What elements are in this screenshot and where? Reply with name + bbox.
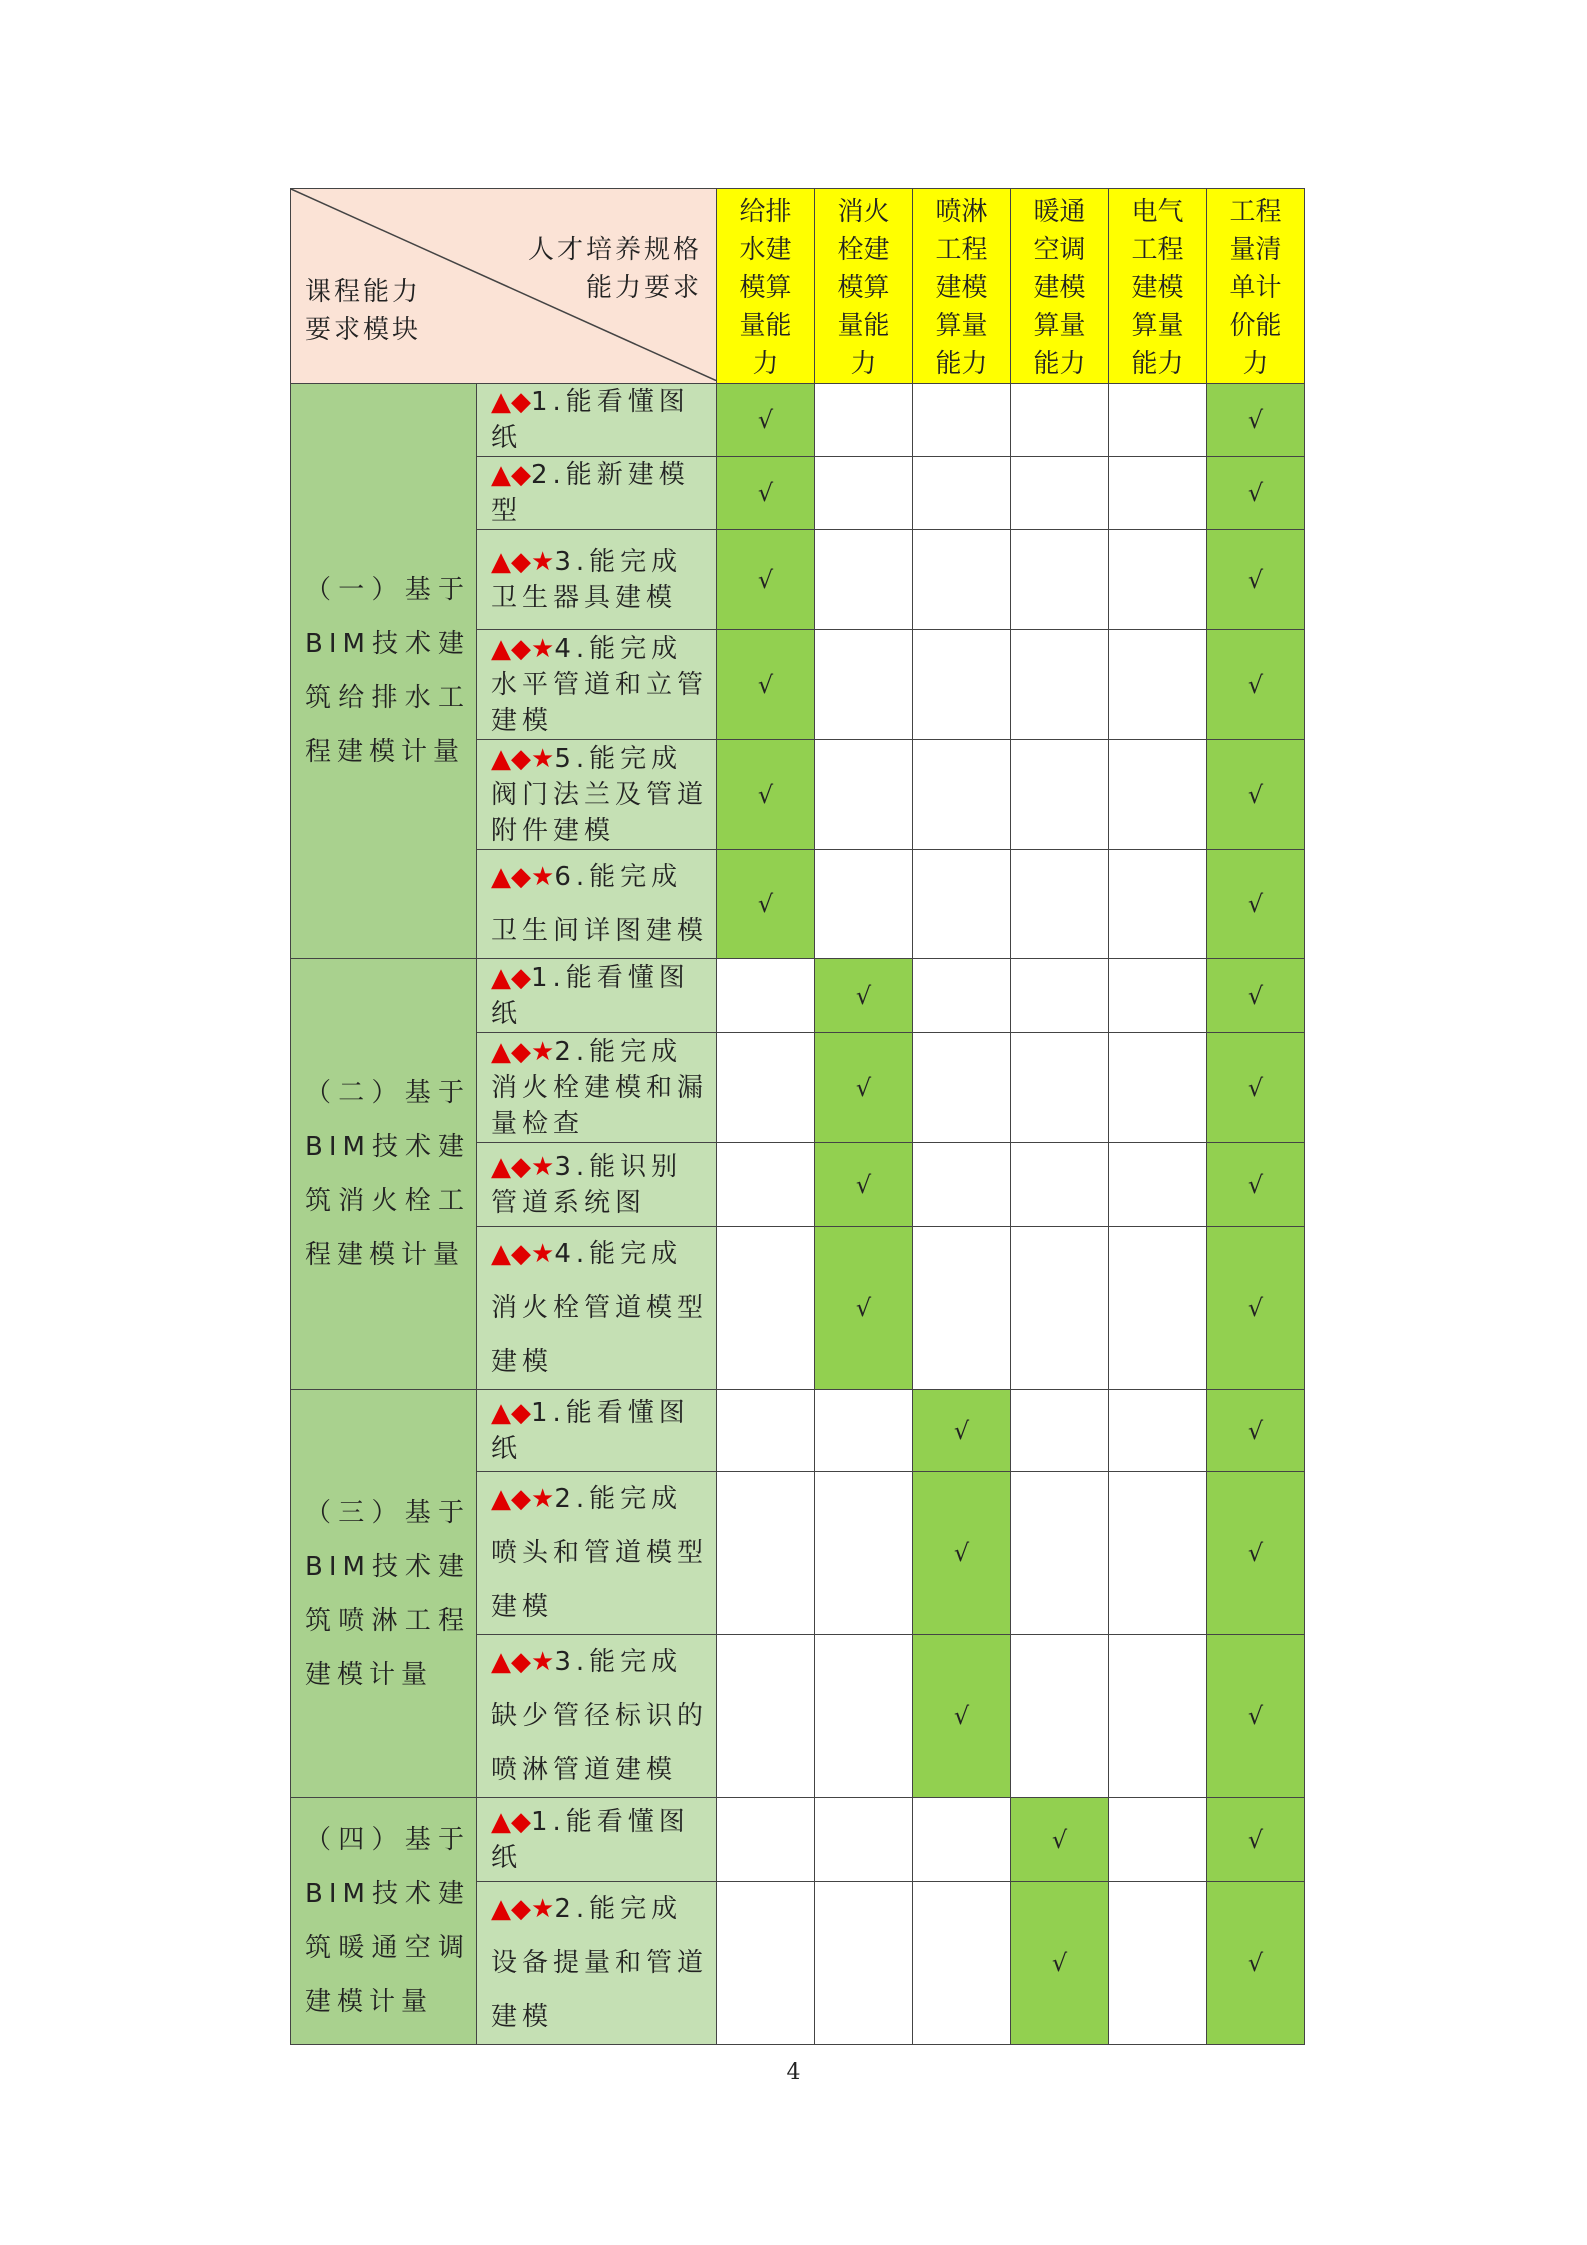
symbol-group: [491, 634, 554, 664]
symbol-group: [491, 387, 531, 417]
triangle-icon: ▲: [491, 962, 511, 993]
symbol-group: [491, 460, 531, 490]
skill-header-line: 电气: [1131, 197, 1184, 227]
module-label-cell: [291, 1390, 477, 1798]
star-icon: ★: [531, 1151, 555, 1182]
skill-header-line: 价能: [1229, 311, 1282, 341]
check-cell: [1109, 1798, 1207, 1882]
check-cell: [1011, 1882, 1109, 2045]
check-cell: [1109, 457, 1207, 530]
check-cell: [717, 1227, 815, 1390]
skill-header-line: 空调: [1033, 235, 1086, 265]
ability-cell: [477, 740, 717, 850]
triangle-icon: ▲: [491, 387, 511, 417]
triangle-icon: ▲: [491, 1239, 511, 1269]
diamond-icon: ◆: [511, 1239, 531, 1269]
check-icon: √: [953, 1702, 970, 1730]
check-icon: √: [1247, 1949, 1264, 1977]
triangle-icon: ▲: [491, 743, 511, 774]
check-cell: [1109, 630, 1207, 740]
ability-cell: [477, 959, 717, 1033]
check-cell: [815, 1635, 913, 1798]
check-cell: [717, 1390, 815, 1472]
table-row: [291, 959, 1305, 1033]
check-cell: [1011, 1143, 1109, 1227]
check-cell: [717, 530, 815, 630]
check-cell: [1011, 1390, 1109, 1472]
module-label: （一）基于BIM技术建筑给排水工程建模计量: [305, 575, 470, 767]
star-icon: ★: [531, 1036, 555, 1067]
corner-top-line: 人才培养规格: [527, 235, 702, 265]
skill-header-line: 算量: [1131, 311, 1184, 341]
module-label: （二）基于BIM技术建筑消火栓工程建模计量: [305, 1078, 470, 1270]
ability-cell: [477, 384, 717, 457]
triangle-icon: ▲: [491, 1647, 511, 1677]
check-cell: [913, 457, 1011, 530]
star-icon: ★: [531, 862, 555, 892]
skill-header-line: 暖通: [1033, 197, 1086, 227]
diamond-icon: ◆: [511, 460, 531, 490]
check-cell: [815, 630, 913, 740]
check-cell: [1011, 384, 1109, 457]
skill-header-3: [913, 189, 1011, 384]
check-cell: [1207, 530, 1305, 630]
check-cell: [913, 1033, 1011, 1143]
check-icon: √: [1247, 1294, 1264, 1322]
triangle-icon: ▲: [491, 460, 511, 490]
symbol-group: [491, 1152, 554, 1182]
corner-top-label: [528, 231, 702, 307]
check-cell: [913, 959, 1011, 1033]
star-icon: ★: [531, 1239, 555, 1269]
check-cell: [1207, 1472, 1305, 1635]
table-row: [291, 1390, 1305, 1472]
check-cell: [1109, 1635, 1207, 1798]
check-cell: [717, 1882, 815, 2045]
ability-text: 2.能完成消火栓建模和漏量检查: [491, 1036, 709, 1139]
check-icon: √: [1051, 1825, 1068, 1854]
ability-cell: [477, 1798, 717, 1882]
check-cell: [1011, 1472, 1109, 1635]
diamond-icon: ◆: [511, 1151, 531, 1182]
check-cell: [1109, 1390, 1207, 1472]
star-icon: ★: [531, 1894, 555, 1924]
skill-header-line: 力: [752, 349, 779, 379]
ability-text: 2.能完成设备提量和管道建模: [491, 1894, 709, 2032]
check-icon: √: [1247, 780, 1264, 809]
check-cell: [1011, 740, 1109, 850]
check-icon: √: [855, 981, 872, 1010]
check-cell: [717, 850, 815, 959]
triangle-icon: ▲: [491, 862, 511, 892]
skill-header-line: 喷淋: [935, 197, 988, 227]
check-cell: [1011, 630, 1109, 740]
table-row: [291, 1798, 1305, 1882]
diamond-icon: ◆: [511, 387, 531, 417]
skill-header-line: 模算: [739, 273, 792, 303]
check-icon: √: [757, 670, 774, 699]
check-cell: [717, 740, 815, 850]
check-cell: [1207, 1798, 1305, 1882]
skill-header-line: 建模: [935, 273, 988, 303]
check-icon: √: [1051, 1949, 1068, 1977]
check-cell: [1011, 530, 1109, 630]
check-cell: [1109, 850, 1207, 959]
check-cell: [717, 1798, 815, 1882]
check-cell: [1109, 959, 1207, 1033]
check-cell: [913, 530, 1011, 630]
check-cell: [913, 850, 1011, 959]
check-cell: [1109, 1033, 1207, 1143]
ability-text: 1.能看懂图纸: [491, 1806, 690, 1873]
ability-cell: [477, 1033, 717, 1143]
check-icon: √: [1247, 1416, 1264, 1445]
skill-header-line: 能力: [1033, 349, 1086, 379]
check-cell: [913, 630, 1011, 740]
module-label-cell: [291, 959, 477, 1390]
check-cell: [1207, 850, 1305, 959]
skill-header-line: 单计: [1229, 273, 1282, 303]
check-cell: [1011, 1227, 1109, 1390]
diamond-icon: ◆: [511, 1647, 531, 1677]
check-cell: [1011, 1635, 1109, 1798]
check-cell: [1207, 630, 1305, 740]
check-cell: [815, 1472, 913, 1635]
symbol-group: [491, 1484, 554, 1514]
diamond-icon: ◆: [511, 862, 531, 892]
symbol-group: [491, 547, 554, 577]
skill-header-line: 模算: [837, 273, 890, 303]
diamond-icon: ◆: [511, 1397, 531, 1428]
check-icon: √: [1247, 1539, 1264, 1567]
ability-text: 1.能看懂图纸: [491, 1397, 690, 1464]
module-label: （三）基于BIM技术建筑喷淋工程建模计量: [305, 1497, 470, 1690]
check-cell: [1011, 850, 1109, 959]
symbol-group: [491, 744, 554, 774]
check-icon: √: [855, 1170, 872, 1199]
ability-cell: [477, 1635, 717, 1798]
check-icon: √: [1247, 406, 1264, 434]
star-icon: ★: [531, 1484, 555, 1514]
check-cell: [1207, 384, 1305, 457]
ability-text: 5.能完成阀门法兰及管道附件建模: [491, 743, 709, 846]
check-cell: [1109, 530, 1207, 630]
check-cell: [1109, 1227, 1207, 1390]
triangle-icon: ▲: [491, 1806, 511, 1837]
check-icon: √: [757, 565, 774, 594]
check-icon: √: [1247, 1702, 1264, 1730]
check-cell: [815, 740, 913, 850]
triangle-icon: ▲: [491, 1484, 511, 1514]
check-cell: [1109, 1882, 1207, 2045]
check-cell: [1207, 457, 1305, 530]
check-icon: √: [855, 1294, 872, 1322]
triangle-icon: ▲: [491, 546, 511, 577]
check-icon: √: [1247, 1825, 1264, 1854]
check-cell: [1207, 740, 1305, 850]
skill-header-line: 工程: [935, 235, 988, 265]
table-body: [291, 189, 1305, 2045]
ability-text: 2.能新建模型: [491, 460, 690, 526]
diamond-icon: ◆: [511, 633, 531, 664]
module-label-cell: [291, 384, 477, 959]
skill-header-line: 量能: [739, 311, 792, 341]
symbol-group: [491, 1894, 554, 1924]
check-icon: √: [757, 780, 774, 809]
ability-cell: [477, 850, 717, 959]
check-icon: √: [1247, 1073, 1264, 1102]
diamond-icon: ◆: [511, 546, 531, 577]
corner-bottom-line: 课程能力: [305, 277, 422, 307]
check-cell: [913, 1390, 1011, 1472]
skill-header-line: 力: [850, 349, 877, 379]
check-cell: [815, 1798, 913, 1882]
check-cell: [815, 530, 913, 630]
symbol-group: [491, 1398, 531, 1428]
check-cell: [913, 1143, 1011, 1227]
check-cell: [717, 1143, 815, 1227]
ability-cell: [477, 1143, 717, 1227]
ability-cell: [477, 1227, 717, 1390]
check-cell: [717, 959, 815, 1033]
corner-bottom-label: [305, 273, 421, 349]
corner-top-line: 能力要求: [585, 273, 702, 303]
skill-header-1: [717, 189, 815, 384]
check-cell: [1207, 1635, 1305, 1798]
ability-text: 3.能完成卫生器具建模: [491, 546, 683, 613]
ability-text: 2.能完成喷头和管道模型建模: [491, 1484, 709, 1622]
triangle-icon: ▲: [491, 1397, 511, 1428]
check-cell: [1011, 457, 1109, 530]
ability-cell: [477, 457, 717, 530]
check-cell: [1109, 1143, 1207, 1227]
ability-text: 3.能识别管道系统图: [491, 1151, 683, 1218]
diamond-icon: ◆: [511, 1894, 531, 1924]
skill-header-4: [1011, 189, 1109, 384]
ability-cell: [477, 530, 717, 630]
ability-cell: [477, 1472, 717, 1635]
check-icon: √: [953, 1416, 970, 1445]
check-cell: [1207, 1033, 1305, 1143]
symbol-group: [491, 1807, 531, 1837]
ability-text: 1.能看懂图纸: [491, 387, 690, 453]
ability-cell: [477, 1390, 717, 1472]
header-row: [291, 189, 1305, 384]
check-icon: √: [1247, 565, 1264, 594]
check-cell: [913, 1635, 1011, 1798]
check-cell: [913, 384, 1011, 457]
check-icon: √: [1247, 981, 1264, 1010]
check-cell: [1207, 1227, 1305, 1390]
check-icon: √: [855, 1073, 872, 1102]
diamond-icon: ◆: [511, 743, 531, 774]
check-cell: [815, 1882, 913, 2045]
table-row: [291, 384, 1305, 457]
skill-header-line: 算量: [1033, 311, 1086, 341]
skill-header-line: 栓建: [837, 235, 890, 265]
check-cell: [913, 1882, 1011, 2045]
check-cell: [913, 1798, 1011, 1882]
symbol-group: [491, 1647, 554, 1677]
skill-header-line: 工程: [1131, 235, 1184, 265]
skill-header-line: 消火: [837, 197, 890, 227]
module-label: （四）基于BIM技术建筑暖通空调建模计量: [305, 1825, 470, 2017]
check-cell: [913, 1227, 1011, 1390]
ability-text: 1.能看懂图纸: [491, 962, 690, 1029]
check-cell: [1207, 959, 1305, 1033]
capability-matrix-table: [290, 188, 1305, 2045]
check-cell: [815, 1227, 913, 1390]
triangle-icon: ▲: [491, 1036, 511, 1067]
skill-header-line: 建模: [1131, 273, 1184, 303]
skill-header-line: 能力: [1131, 349, 1184, 379]
triangle-icon: ▲: [491, 1151, 511, 1182]
star-icon: ★: [531, 1647, 555, 1677]
check-icon: √: [1247, 1170, 1264, 1199]
corner-bottom-line: 要求模块: [305, 315, 422, 345]
check-icon: √: [1247, 670, 1264, 699]
corner-header-cell: [291, 189, 717, 384]
skill-header-line: 算量: [935, 311, 988, 341]
check-cell: [815, 959, 913, 1033]
check-cell: [1109, 1472, 1207, 1635]
symbol-group: [491, 862, 554, 892]
check-cell: [913, 1472, 1011, 1635]
ability-text: 4.能完成消火栓管道模型建模: [491, 1239, 709, 1377]
diamond-icon: ◆: [511, 1036, 531, 1067]
ability-text: 4.能完成水平管道和立管建模: [491, 633, 709, 736]
check-cell: [1207, 1143, 1305, 1227]
check-cell: [717, 1472, 815, 1635]
check-cell: [1109, 384, 1207, 457]
check-icon: √: [1247, 890, 1264, 918]
ability-cell: [477, 630, 717, 740]
check-cell: [815, 384, 913, 457]
diamond-icon: ◆: [511, 1484, 531, 1514]
skill-header-line: 给排: [739, 197, 792, 227]
module-label-cell: [291, 1798, 477, 2045]
skill-header-5: [1109, 189, 1207, 384]
skill-header-2: [815, 189, 913, 384]
symbol-group: [491, 1037, 554, 1067]
diamond-icon: ◆: [511, 962, 531, 993]
check-cell: [815, 1033, 913, 1143]
check-cell: [913, 740, 1011, 850]
check-cell: [717, 630, 815, 740]
check-icon: √: [757, 406, 774, 434]
ability-cell: [477, 1882, 717, 2045]
star-icon: ★: [531, 546, 555, 577]
check-cell: [717, 1635, 815, 1798]
skill-header-6: [1207, 189, 1305, 384]
check-icon: √: [953, 1539, 970, 1567]
skill-header-line: 水建: [739, 235, 792, 265]
check-icon: √: [1247, 479, 1264, 507]
skill-header-line: 建模: [1033, 273, 1086, 303]
triangle-icon: ▲: [491, 1894, 511, 1924]
check-cell: [717, 457, 815, 530]
check-cell: [1109, 740, 1207, 850]
page-number: 4: [786, 2060, 801, 2085]
ability-text: 3.能完成缺少管径标识的喷淋管道建模: [491, 1647, 709, 1785]
check-cell: [1207, 1882, 1305, 2045]
check-cell: [1011, 1798, 1109, 1882]
star-icon: ★: [531, 743, 555, 774]
diamond-icon: ◆: [511, 1806, 531, 1837]
check-cell: [1011, 959, 1109, 1033]
skill-header-line: 量能: [837, 311, 890, 341]
symbol-group: [491, 1239, 554, 1269]
check-cell: [815, 1143, 913, 1227]
check-cell: [717, 1033, 815, 1143]
check-icon: √: [757, 890, 774, 918]
ability-text: 6.能完成卫生间详图建模: [491, 862, 709, 946]
check-cell: [815, 850, 913, 959]
check-icon: √: [757, 479, 774, 507]
star-icon: ★: [531, 633, 555, 664]
skill-header-line: 工程: [1229, 197, 1282, 227]
check-cell: [717, 384, 815, 457]
skill-header-line: 能力: [935, 349, 988, 379]
check-cell: [815, 457, 913, 530]
triangle-icon: ▲: [491, 633, 511, 664]
skill-header-line: 力: [1242, 349, 1269, 379]
skill-header-line: 量清: [1229, 235, 1282, 265]
check-cell: [1207, 1390, 1305, 1472]
symbol-group: [491, 963, 531, 993]
check-cell: [1011, 1033, 1109, 1143]
check-cell: [815, 1390, 913, 1472]
